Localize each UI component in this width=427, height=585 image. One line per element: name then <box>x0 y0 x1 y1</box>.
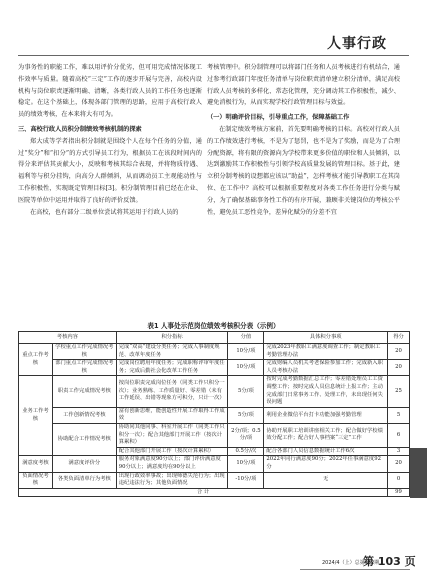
paragraph: 在高校，也有部分二级单位尝试将其运用于行政人员的 <box>30 208 179 216</box>
detail-cell: 2022年同行满意度90分；2022年任事满意度92分 <box>264 456 388 472</box>
table-row <box>19 376 410 407</box>
paragraph: 考核管理中。积分制管理可以将部门任务和人员考核进行有机结合，通过参考行政部门年度任务清单与岗位职责清单建立积分清单，满足高校行政人员考核的多样化、常态化管理，充分调动其工作积极性，减少、避免消极行为，从而实现学校行政管理目标与效益。 <box>207 64 400 107</box>
category-cell: 业务工作考核 <box>19 376 53 456</box>
score-cell: 5分/项 <box>228 407 264 423</box>
header-cell: 积分指标 <box>116 332 228 344</box>
side-tab-marker <box>410 448 427 498</box>
table-row <box>19 472 410 488</box>
section-heading: 三、高校行政人员积分制绩效考核机制的探索 <box>18 125 142 133</box>
indicator-cell: 按岗位职责完成岗位任务（同类工作只积分一次）；业务熟练、工作质量好、零差错（未有工作延误、出错等现象方可积分，只计一次） <box>116 376 228 407</box>
header-cell: 考核内容 <box>19 332 117 344</box>
score-cell: -10分/项 <box>228 472 264 488</box>
score-cell: 2分/项；0.5分/项 <box>228 423 264 447</box>
table-row <box>19 423 410 447</box>
header-cell: 分值 <box>228 332 264 344</box>
subsection-heading: （一）明确评价目标，引导重点工作，保障基础工作 <box>207 114 350 122</box>
total-row <box>19 488 410 497</box>
left-column <box>18 62 202 218</box>
item-cell: 满意度评价分 <box>52 456 116 472</box>
score-cell: 10分/项 <box>228 360 264 376</box>
item-cell: 工作创新情况考核 <box>52 407 116 423</box>
indicator-cell: 完成岗位聘用年度任务；完成职称评审年度任务；完成后勤社会化改革工作任务 <box>116 360 228 376</box>
table-row <box>19 456 410 472</box>
detail-cell: 配合各部门人员信息数据统计工作6次 <box>264 447 388 456</box>
assessment-table <box>18 331 410 497</box>
item-cell: 各类负面清单行为考核 <box>52 472 116 488</box>
item-cell: 部门重点工作完成情况考核 <box>52 360 116 376</box>
points-cell: 3 <box>388 447 410 456</box>
score-cell: 5分/项 <box>228 376 264 407</box>
category-cell: 满意度考核 <box>19 456 53 472</box>
paragraph: 在制定绩效考核方案前，首先要明确考核的目标。高校对行政人员的工作绩效进行考核，不是为了惩罚，也不是为了奖励，而是为了合理分配资源，将有限的资源向为学校带来更多价值的职位和人员倾斜，以达到激励其工作积极性与引领学校高质量发展的管理目标。基于此，建立积分制考核的设想都应该以“助益”，怎样考核才能引导教职工在其岗位、在工作中？高校可以根据重要程度对各类工作任务进行分类与赋分，为了确保基础事务性工作的有序开展，兼顾非关键岗位的考核公平性，避免员工恶性竞争，差异化赋分的分差不宜 <box>207 125 400 216</box>
table-row <box>19 360 410 376</box>
header-divider <box>18 55 409 56</box>
detail-cell: 利用企业微信平台打卡功能加强考勤管理 <box>264 407 388 423</box>
section-title: 人事行政 <box>327 36 387 52</box>
points-cell: 20 <box>388 344 410 360</box>
detail-cell: 协助开展职工培训讲座相关工作；配合做好学校绩效分配工作；配合好人事档案“三定”工作 <box>264 423 388 447</box>
table-row <box>19 344 410 360</box>
header-cell: 得分 <box>388 332 410 344</box>
score-cell: 0.5分/次 <box>228 447 264 456</box>
points-cell: 20 <box>388 360 410 376</box>
table-title: 表1 人事处示范岗位绩效考核积分表（示例） <box>147 322 280 330</box>
item-cell: 学校重点工作完成情况考核 <box>52 344 116 360</box>
right-column <box>207 62 400 218</box>
issue-label: 2024/4（上）总第432期 <box>322 560 380 566</box>
header-cell: 具体积分事项 <box>264 332 388 344</box>
indicator-cell: 完成“双高”建设分类任务；完成人事制度规范、改革年度任务 <box>116 344 228 360</box>
category-cell: 负面情况考核 <box>19 472 53 488</box>
total-label: 合 计 <box>19 488 388 497</box>
detail-cell: 完成财编人员机关考老保险参加工作；完成新入职人员考核办法 <box>264 360 388 376</box>
paragraph: 为事务性的职能工作，难以用评价分优劣，但可用完成情况体现工作效率与质量。随着高校“三定”工作的逐步开展与完善，高校内设机构与岗位职责逐渐明确、清晰，各类行政人员的工作任务也逐渐稳定。在这个基础上，体现各部门管理的思路，应用于高校行政人员的绩效考核，在本来将大有可为。 <box>18 64 202 119</box>
indicator-cell: 富有创新思维，能创造性开展工作取得工作成效 <box>116 407 228 423</box>
points-cell: 0 <box>388 472 410 488</box>
paragraph: 郑大成等学者指出积分制就是围绕个人在每个任务的分值，通过“奖分”和“扣分”的方式引导员工行为，根据员工在该段时间内的得分来评估其贡献大小，反映和考核其综合表现，并将物质待遇、福利等与积分挂钩，向高分人群倾斜，从而调动员工主观能动性与工作积极性，实现既定管理目标[3]。积分制管理目前已经在企业、医院等单位中运用并取得了良好的评价反馈。 <box>18 137 202 204</box>
detail-cell: 按时完成考勤数据汇总工作；零差错处理员工工资调整工作；按时完成人员信息统计上报工作；主动完成部门日常事务工作、处理工作，未出现任何失误问题 <box>264 376 388 407</box>
points-cell: 20 <box>388 456 410 472</box>
detail-cell: 无 <box>264 472 388 488</box>
detail-cell: 完成2023年教职工满意度调查工作；制定教职工考勤管理办法 <box>264 344 388 360</box>
table-row <box>19 407 410 423</box>
score-cell: 10分/项 <box>228 344 264 360</box>
category-cell: 重点工作考核 <box>19 344 53 376</box>
item-cell: 协助配合工作情况考核 <box>52 423 116 455</box>
indicator-cell: 服务对象满意度90分以上；部门评价满意度90分以上；满意度均在90分以上 <box>116 456 228 472</box>
indicator-cell: 协助同其他同事、科室开展工作（同类工作只积分一次）；配合其他部门开展工作（按次计算累积） <box>116 423 228 447</box>
points-cell: 6 <box>388 423 410 447</box>
page-number: 第 103 页 <box>363 555 416 568</box>
score-cell: 10分/项 <box>228 456 264 472</box>
total-value: 99 <box>388 488 410 497</box>
footer-divider <box>300 569 410 570</box>
item-cell: 职责工作完成情况考核 <box>52 376 116 407</box>
indicator-cell: 出现行政效率事故；出现师德失范行为；出现违纪违法行为；其他负面情况 <box>116 472 228 488</box>
table-header-row <box>19 332 410 344</box>
indicator-cell: 配合其他部门开展工作（按次计算累积） <box>116 447 228 456</box>
points-cell: 25 <box>388 376 410 407</box>
points-cell: 5 <box>388 407 410 423</box>
